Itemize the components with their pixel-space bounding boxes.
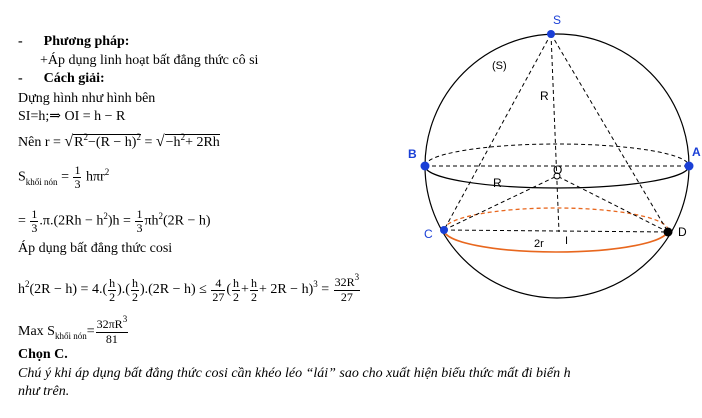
heading-cach-giai: Cách giải:: [43, 71, 105, 86]
formula-term: (2R − h): [163, 213, 211, 229]
point-A: [685, 162, 694, 171]
diameter-CD: [444, 230, 668, 232]
note-line-1: Chú ý khi áp dụng bất đẳng thức cosi cần khéo léo “lái” sao cho xuất hiện biểu thức mất đi biến h: [18, 366, 571, 381]
label-A: A: [692, 145, 701, 159]
denominator: 2: [109, 289, 116, 304]
cone-height-SI: [551, 34, 559, 232]
exponent: 2: [103, 210, 108, 221]
label-C: C: [424, 227, 433, 241]
numerator: 1: [31, 207, 38, 221]
exponent: 2: [83, 132, 89, 142]
label-S: S: [553, 13, 562, 27]
formula-term: πh: [144, 213, 159, 229]
point-S: [547, 30, 555, 38]
construct-text: Dựng hình như hình bên: [18, 91, 156, 106]
s-subscript: khối nón: [25, 176, 58, 187]
numerator: h: [250, 275, 257, 290]
equals: =: [86, 324, 95, 340]
r-label: Nên r =: [18, 135, 61, 150]
numerator: 4: [211, 277, 225, 291]
formula-term: + 2R − h): [258, 282, 314, 298]
note-line-2: như trên.: [18, 384, 70, 399]
denominator: 2: [131, 289, 138, 304]
formula-term: ).(2R − h) ≤: [139, 282, 207, 298]
exponent: 3: [313, 279, 318, 290]
answer: Chọn C.: [18, 347, 68, 362]
denominator: 27: [212, 289, 225, 304]
numerator: h: [233, 275, 240, 290]
formula-term: )h =: [107, 213, 131, 229]
label-B: B: [408, 147, 417, 161]
label-O: O: [553, 163, 563, 177]
formula-term: (: [226, 282, 232, 298]
exponent: 2: [104, 166, 110, 177]
r-term: −(R − h): [88, 135, 137, 150]
point-B: [421, 162, 430, 171]
cone-base-front: [444, 230, 668, 252]
label-R-top: R: [540, 89, 549, 103]
dash: -: [18, 34, 23, 49]
point-D: [664, 228, 673, 237]
label-D: D: [678, 225, 687, 239]
equals: =: [321, 282, 330, 298]
cosi-title: Áp dụng bất đẳng thức cosi: [18, 241, 173, 256]
equals: =: [144, 135, 153, 150]
s-letter: S: [18, 169, 26, 185]
r-term: −h: [165, 135, 181, 150]
si-equation: SI=h;⇒ OI = h − R: [18, 109, 126, 124]
exponent: 2: [180, 132, 186, 142]
equals: =: [18, 213, 26, 229]
numerator: 1: [74, 163, 81, 177]
r-term: R: [74, 135, 84, 150]
exponent: 3: [122, 314, 128, 324]
exponent: 2: [136, 132, 141, 142]
denominator: 27: [340, 290, 353, 304]
denominator: 2: [250, 289, 257, 304]
denominator: 81: [105, 332, 118, 346]
r-formula: Nên $r = √R^2-(R - h)^2 = √-h^2+ 2Rh$: [18, 132, 220, 150]
r-term: + 2Rh: [185, 135, 220, 150]
denominator: 3: [31, 221, 38, 235]
formula-term: hπr: [85, 169, 105, 185]
label-I: I: [565, 235, 569, 247]
formula-term: (2R − h) = 4.(: [29, 282, 108, 298]
label-R-mid: R: [493, 176, 502, 190]
exponent: 2: [158, 210, 164, 221]
numerator: h: [131, 275, 138, 290]
numerator: 1: [136, 207, 143, 221]
denominator: 3: [136, 221, 143, 235]
formula-term: h: [18, 282, 25, 298]
point-C: [440, 226, 448, 234]
formula-term: .π.(2Rh − h: [39, 213, 104, 229]
exponent: 3: [354, 272, 360, 282]
formula-term: +: [241, 282, 249, 298]
equals: =: [61, 169, 69, 185]
denominator: 3: [74, 177, 81, 191]
exponent: 2: [25, 279, 30, 290]
numerator-text: 32πR: [96, 317, 123, 331]
denominator: 2: [233, 289, 240, 304]
cone-base-back: [444, 208, 668, 230]
label-2r: 2r: [534, 238, 544, 250]
dash: -: [18, 71, 23, 86]
formula-term: ).(: [117, 282, 130, 298]
numerator: h: [109, 275, 116, 290]
label-sphere: (S): [492, 60, 507, 72]
method-text: +Áp dụng linh hoạt bất đẳng thức cô si: [40, 53, 259, 68]
s-subscript: khối nón: [54, 331, 87, 342]
max-label: Max S: [18, 324, 55, 340]
heading-phuong-phap: Phương pháp:: [43, 34, 130, 49]
numerator-text: 32R: [334, 275, 355, 289]
